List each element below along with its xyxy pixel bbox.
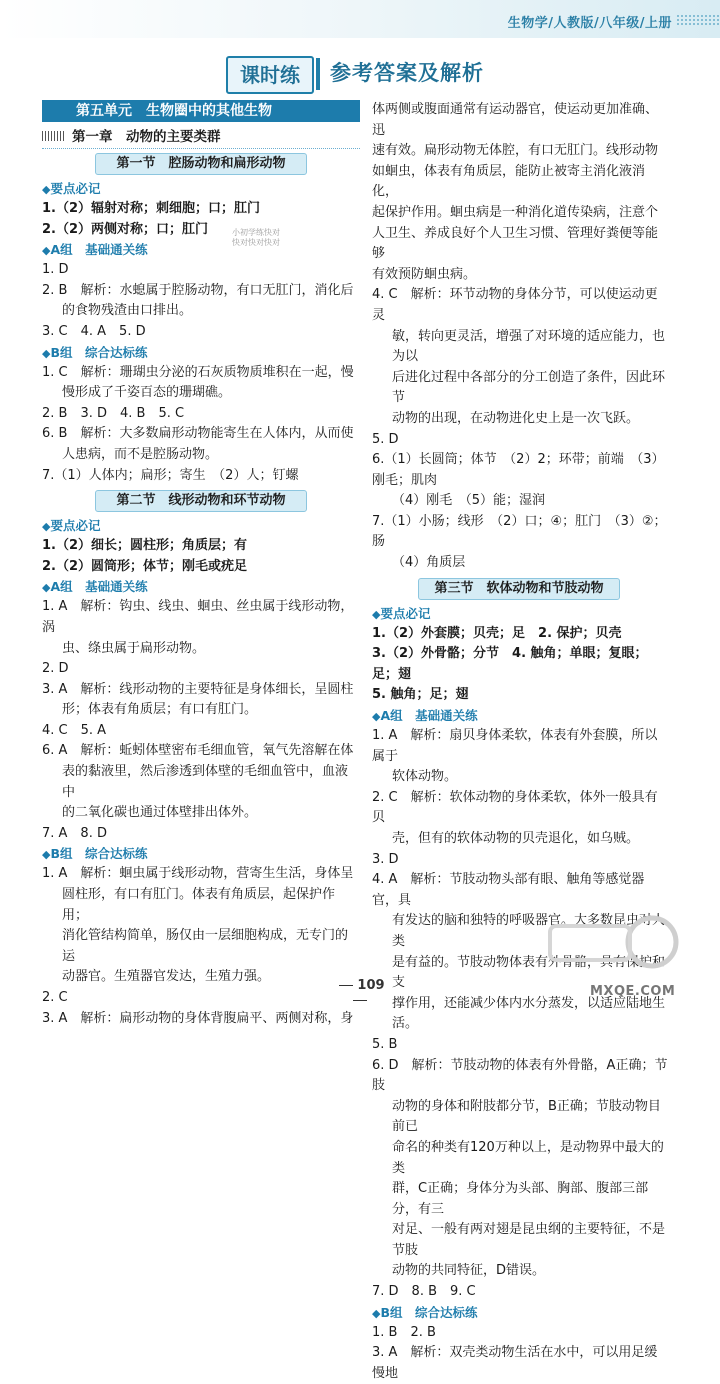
right-column [372,100,670,1384]
answer-line: 3.（2）外骨骼；分节 4. 触角；单眼；复眼；足；翅 [372,646,648,682]
answer-line: 7.（1）小肠；线形 （2）口；④；肛门 （3）②；肠 [372,513,667,550]
logo-circle [628,918,676,966]
page-number: 109 [330,978,390,1008]
section-heading: 第三节 软体动物和节肢动物 [418,578,620,600]
answer-line: 7. A 8. D [42,825,107,841]
answer-line: 壳，但有的软体动物的贝壳退化，如乌贼。 [392,831,640,846]
answer-line: 对足、一般有两对翅是昆虫纲的主要特征，不是节肢 [392,1222,666,1258]
answer-line: 1.（2）辐射对称；刺细胞；口；肛门 [42,201,261,216]
chapter-heading: 第一章 动物的主要类群 [42,126,360,149]
subheading: ◆B组 综合达标练 [372,1304,478,1320]
answer-line: 有效预防蛔虫病。 [372,266,477,282]
left-column [42,100,360,1029]
answer-line: 6. B 解析：大多数扁形动物能寄生在人体内，从而使 [42,426,354,442]
diamond-icon: ◆ [42,581,51,595]
answer-line: 慢形成了千姿百态的珊瑚礁。 [62,385,232,401]
answer-line: 1.（2）细长；圆柱形；角质层；有 [42,538,248,554]
answer-line: （4）刚毛 （5）能；湿润 [392,493,546,509]
answer-line: 动物的身体和附肢都分节，B正确；节肢动物目前已 [392,1098,661,1135]
answer-line: 3. C 4. A 5. D [42,323,146,339]
subheading: ◆B组 综合达标练 [42,344,148,360]
unit-heading: 第五单元 生物圈中的其他生物 [42,100,360,122]
answer-line: 敏，转向更灵活，增强了对环境的适应能力，也为以 [392,328,666,365]
dot-pattern [676,14,720,26]
answer-line: 3. A 解析：扁形动物的身体背腹扁平、两侧对称，身 [42,1010,354,1026]
answer-line: 1. D [42,262,69,278]
subheading: ◆A组 基础通关练 [42,579,148,595]
hatch-icon [42,131,66,141]
page-title [0,52,720,92]
answer-line: 2. B 解析：水螅属于腔肠动物，有口无肛门，消化后 [42,282,354,298]
answer-line: 6.（1）长圆筒；体节 （2）2；环带；前端 （3）刚毛；肌肉 [372,452,665,488]
answer-line: 7.（1）人体内；扁形；寄生 （2）人；钉螺 [42,467,299,483]
answer-line: 1. C 解析：珊瑚虫分泌的石灰质物质堆积在一起，慢 [42,364,354,380]
diamond-icon: ◆ [42,183,51,196]
answer-line: 的食物残渣由口排出。 [62,303,193,319]
subheading: ◆A组 基础通关练 [372,708,478,724]
subheading: ◆B组 综合达标练 [42,846,148,862]
watermark-text: 小初学练快对 快对快对快对 [232,228,280,247]
title-text: 参考答案及解析 [330,61,484,85]
subheading: ◆要点必记 [372,605,431,621]
answer-line: 2.（2）两侧对称；口；肛门 [42,221,209,237]
answer-line: 1. A 解析：钩虫、线虫、蛔虫、丝虫属于线形动物，涡 [42,599,354,635]
answer-line: 2.（2）圆筒形；体节；刚毛或疣足 [42,558,248,574]
answer-line: 1. A 解析：蛔虫属于线形动物，营寄生生活，身体呈 [42,866,354,882]
diamond-icon: ◆ [372,1306,381,1320]
answer-line: 5. B [372,1036,398,1052]
answer-line: 软体动物。 [392,769,458,785]
logo-text: MXQE.COM [590,984,676,999]
answer-line: 人患病，而不是腔肠动物。 [62,446,219,462]
answer-line: 3. A 解析：双壳类动物生活在水中，可以用足缓慢地 [372,1345,658,1381]
answer-line: 撑作用，还能减少体内水分蒸发，以适应陆地生活。 [392,995,666,1032]
site-logo [540,912,680,992]
diamond-icon: ◆ [42,346,51,360]
book-label: 生物学/人教版/八年级/上册 [507,16,672,31]
answer-line: 2. C [42,990,68,1005]
answer-line: 5. D [372,431,399,447]
answer-line: 命名的种类有120万种以上，是动物界中最大的类 [392,1139,664,1176]
answer-line: 是有益的。节肢动物体表有外骨骼，具有保护和支 [392,954,666,991]
answer-line: 体两侧或腹面通常有运动器官，使运动更加准确、迅 [372,102,659,138]
answer-line: 1. A 解析：扇贝身体柔软，体表有外套膜，所以属于 [372,728,658,764]
answer-line: 2. D [42,661,69,677]
answer-line: 动器官。生殖器官发达，生殖力强。 [62,969,271,985]
answer-line: 1. B 2. B [372,1324,436,1340]
diamond-icon: ◆ [42,848,51,862]
answer-line: 有发达的脑和独特的呼吸器官。大多数昆虫对人类 [392,913,666,949]
answer-line: 动物的共同特征，D错误。 [392,1263,546,1279]
answer-line: 2. B 3. D 4. B 5. C [42,405,185,421]
diamond-icon: ◆ [372,710,381,724]
answer-line: 3. A 解析：线形动物的主要特征是身体细长，呈圆柱 [42,681,354,697]
answer-line: 起保护作用。蛔虫病是一种消化道传染病，注意个 [372,204,659,220]
answer-line: 虫、绦虫属于扁形动物。 [62,640,206,656]
answer-line: 4. C 5. A [42,722,107,738]
answer-line: 如蛔虫，体表有角质层，能防止被寄主消化液消化， [372,163,646,200]
answer-line: 后进化过程中各部分的分工创造了条件，因此环节 [392,369,666,406]
logo-shape [550,926,630,960]
answer-line: 3. D [372,851,399,867]
section-heading: 第一节 腔肠动物和扁形动物 [95,153,307,175]
answer-line: 7. D 8. B 9. C [372,1284,476,1300]
answer-line: 4. A 解析：节肢动物头部有眼、触角等感觉器官，具 [372,872,645,908]
answer-line: 6. D 解析：节肢动物的体表有外骨骼，A正确；节肢 [372,1057,668,1094]
answer-line: 形；体表有角质层；有口有肛门。 [62,702,258,718]
answer-line: 群，C正确；身体分为头部、胸部、腹部三部分，有三 [392,1181,649,1217]
answer-line: 5. 触角；足；翅 [372,687,469,703]
answer-line: 2. C 解析：软体动物的身体柔软，体外一般具有贝 [372,789,658,826]
answer-line: 圆柱形，有口有肛门。体表有角质层，起保护作用； [62,887,336,923]
answer-line: 动物的出现，在动物进化史上是一次飞跃。 [392,410,640,426]
answer-line: 1.（2）外套膜；贝壳；足 2. 保护；贝壳 [372,625,622,641]
subheading: ◆要点必记 [42,518,101,534]
answer-line: 人卫生、养成良好个人卫生习惯、管理好粪便等能够 [372,225,659,262]
diamond-icon: ◆ [42,520,51,534]
answer-line: （4）角质层 [392,555,466,571]
diamond-icon: ◆ [372,607,381,621]
diamond-icon: ◆ [42,244,51,258]
subheading: ◆A组 基础通关练 [42,242,148,258]
answer-line: 的二氧化碳也通过体壁排出体外。 [62,805,258,821]
answer-line: 6. A 解析：蚯蚓体壁密布毛细血管，氧气先溶解在体 [42,743,354,759]
answer-line: 速有效。扁形动物无体腔，有口无肛门。线形动物 [372,143,659,159]
section-heading: 第二节 线形动物和环节动物 [95,490,307,512]
title-separator [316,58,320,90]
answer-line: 表的黏液里，然后渗透到体壁的毛细血管中，血液中 [62,764,349,800]
subheading: ◆要点必记 [42,181,101,196]
title-box: 课时练 [226,56,314,94]
answer-line: 消化管结构简单，肠仅由一层细胞构成，无专门的运 [62,928,349,964]
answer-line: 4. C 解析：环节动物的身体分节，可以使运动更灵 [372,287,658,323]
